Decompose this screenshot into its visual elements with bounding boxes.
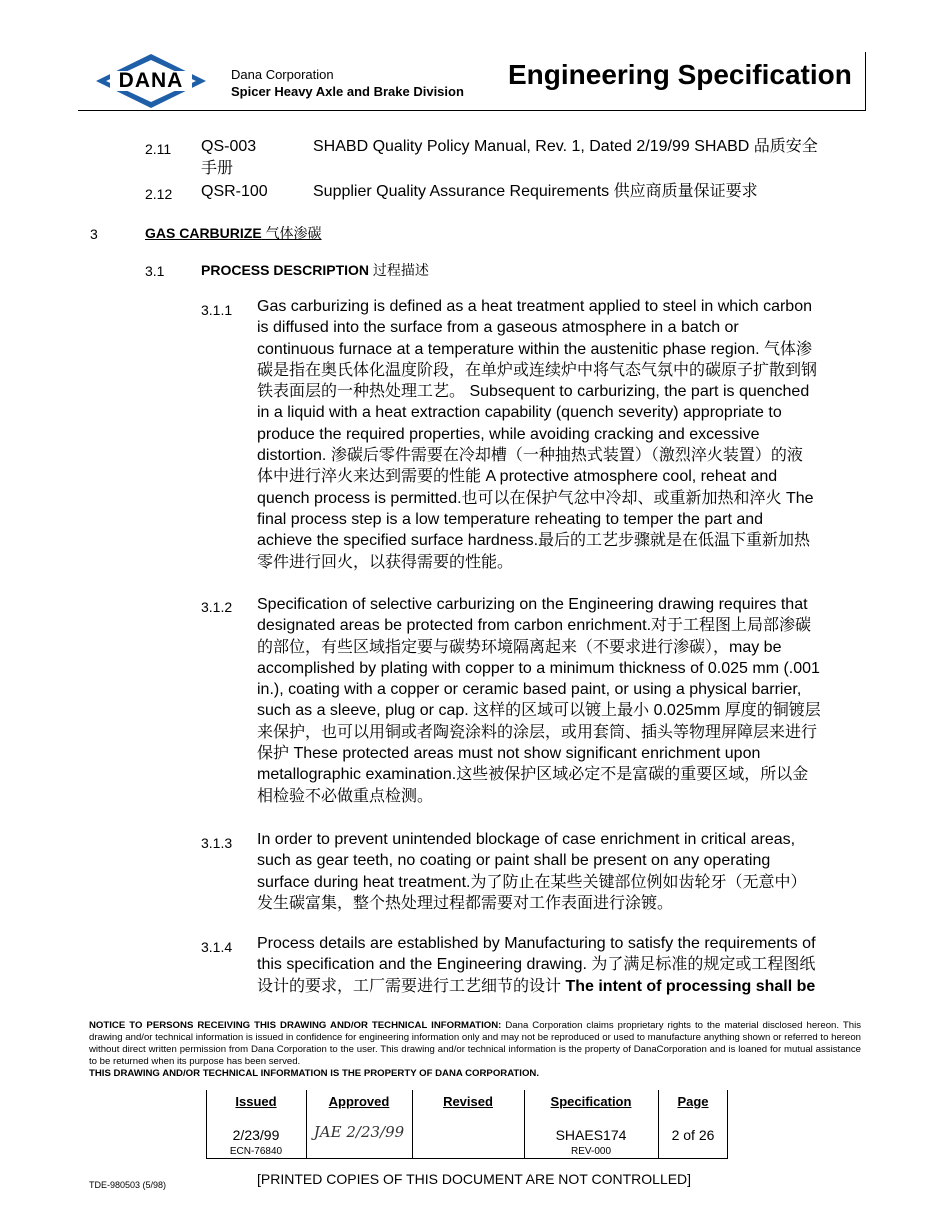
subsection-title-cn: 过程描述 bbox=[372, 262, 429, 278]
header-vertical-rule bbox=[865, 52, 866, 111]
paragraph-3-1-2 bbox=[257, 594, 862, 807]
page-label: Page bbox=[677, 1094, 709, 1109]
table-bottom-line bbox=[206, 1158, 728, 1159]
dana-logo-text: DANA bbox=[118, 69, 184, 92]
paragraph-line: metallographic examination.这些被保护区域必定不是富碳的重要区域，所以金 bbox=[257, 766, 809, 784]
issued-ecn: ECN-76840 bbox=[229, 1146, 283, 1157]
subsection-number: 3.1 bbox=[145, 263, 165, 279]
paragraph-line: In order to prevent unintended blockage of case enrichment in critical areas, bbox=[257, 831, 796, 848]
paragraph-line: 的部位，有些区域指定要与碳势环境隔离起来（不要求进行渗碳），may be bbox=[257, 638, 782, 656]
approved-label: Approved bbox=[328, 1094, 390, 1109]
revision-table bbox=[206, 1090, 728, 1158]
paragraph-number: 3.1.1 bbox=[201, 302, 233, 318]
issued-label: Issued bbox=[235, 1094, 277, 1109]
notice-property: THIS DRAWING AND/OR TECHNICAL INFORMATION IS THE PROPERTY OF DANA CORPORATION. bbox=[89, 1067, 540, 1079]
paragraph-line: 体中进行淬火来达到需要的性能 A protective atmosphere cool, reheat and bbox=[257, 468, 778, 486]
approved-signature: JAE 2/23/99 bbox=[313, 1123, 405, 1141]
issued-column bbox=[206, 1090, 306, 1158]
revised-label: Revised bbox=[443, 1094, 493, 1109]
paragraph-line: Gas carburizing is defined as a heat treatment applied to steel in which carbon bbox=[257, 298, 812, 315]
paragraph-line bbox=[257, 976, 862, 997]
specification-label: Specification bbox=[550, 1094, 632, 1109]
subsection-heading bbox=[201, 261, 429, 279]
header-rule bbox=[78, 110, 866, 111]
paragraph-line: surface during heat treatment.为了防止在某些关键部位例如齿轮牙（无意中） bbox=[257, 873, 807, 891]
paragraph-number: 3.1.3 bbox=[201, 835, 233, 851]
paragraph-line: quench process is permitted.也可以在保护气忿中冷却、或重新加热和淬火 The bbox=[257, 489, 814, 507]
reference-number: 2.11 bbox=[145, 141, 172, 157]
subsection-title: PROCESS DESCRIPTION bbox=[201, 262, 370, 278]
section-title-cn: 气体渗碳 bbox=[265, 225, 322, 241]
dana-logo bbox=[94, 52, 208, 110]
paragraph-line: is diffused into the surface from a gaseous atmosphere in a batch or bbox=[257, 319, 739, 337]
paragraph-line: 铁表面层的一种热处理工艺。 Subsequent to carburizing, the part is quenched bbox=[257, 383, 810, 401]
paragraph-line: 发生碳富集，整个热处理过程都需要对工作表面进行涂镀。 bbox=[257, 894, 674, 912]
paragraph-line: achieve the specified surface hardness.最后的工艺步骤就是在低温下重新加热 bbox=[257, 532, 811, 550]
reference-text: SHABD Quality Policy Manual, Rev. 1, Dated 2/19/99 SHABD 品质安全 bbox=[313, 138, 818, 155]
paragraph-3-1-3 bbox=[257, 829, 862, 914]
paragraph-line: accomplished by plating with copper to a minimum thickness of 0.025 mm (.001 bbox=[257, 659, 820, 677]
paragraph-line: such as a sleeve, plug or cap. 这样的区域可以镀上最小 0.025mm 厚度的铜镀层 bbox=[257, 702, 821, 720]
paragraph-line: designated areas be protected from carbon enrichment.对于工程图上局部渗碳 bbox=[257, 617, 812, 635]
paragraph-number: 3.1.2 bbox=[201, 599, 233, 615]
paragraph-line-text: 设计的要求，工厂需要进行工艺细节的设计 bbox=[257, 977, 562, 995]
paragraph-number: 3.1.4 bbox=[201, 939, 233, 955]
reference-number: 2.12 bbox=[145, 186, 173, 202]
page-column bbox=[658, 1090, 728, 1158]
section-heading bbox=[145, 224, 322, 242]
paragraph-3-1-4 bbox=[257, 933, 862, 997]
paragraph-line: this specification and the Engineering drawing. 为了满足标准的规定或工程图纸 bbox=[257, 956, 816, 974]
approved-column bbox=[306, 1090, 412, 1158]
specification-value: SHAES174 bbox=[555, 1127, 627, 1143]
paragraph-line: final process step is a low temperature reheating to temper the part and bbox=[257, 510, 764, 528]
uncontrolled-notice: [PRINTED COPIES OF THIS DOCUMENT ARE NOT CONTROLLED] bbox=[257, 1171, 692, 1187]
specification-column bbox=[524, 1090, 658, 1158]
paragraph-line: 来保护，也可以用铜或者陶瓷涂料的涂层，或用套筒、插头等物理屏障层来进行 bbox=[257, 723, 818, 741]
paragraph-line: distortion. 渗碳后零件需要在冷却槽（一种抽热式装置）（激烈淬火装置）的液 bbox=[257, 447, 803, 465]
page-value: 2 of 26 bbox=[671, 1127, 715, 1143]
company-name: Dana Corporation bbox=[231, 67, 334, 82]
division-name: Spicer Heavy Axle and Brake Division bbox=[231, 84, 464, 99]
specification-revision: REV-000 bbox=[570, 1146, 612, 1157]
paragraph-3-1-1 bbox=[257, 296, 862, 573]
paragraph-line: continuous furnace at a temperature within the austenitic phase region. 气体渗 bbox=[257, 340, 812, 358]
reference-code: QSR-100 bbox=[201, 183, 268, 200]
paragraph-line: 碳是指在奥氏体化温度阶段，在单炉或连续炉中将气态气氛中的碳原子扩散到钢 bbox=[257, 361, 818, 379]
proprietary-notice bbox=[89, 1020, 861, 1080]
notice-text: Dana Corporation claims proprietary rights to the material disclosed hereon. This drawing and/or technical information is issued in confidence for engineering information only and may not be reproduced or used to manufacture anything shown or referred to hereon without direct written permission from Dana Corporation to the user. This drawing and/or technical information is the property of DanaCorporation and is loaned for mutual assistance to be returned when its purpose has been served. bbox=[89, 1020, 861, 1067]
paragraph-line: 保护 These protected areas must not show significant enrichment upon bbox=[257, 745, 761, 763]
reference-text: Supplier Quality Assurance Requirements 供应商质量保证要求 bbox=[313, 183, 758, 200]
paragraph-line: produce the required properties, while avoiding cracking and excessive bbox=[257, 425, 760, 443]
paragraph-line: 零件进行回火，以获得需要的性能。 bbox=[257, 553, 514, 571]
paragraph-line: Process details are established by Manufacturing to satisfy the requirements of bbox=[257, 935, 816, 952]
paragraph-line: 相检验不必做重点检测。 bbox=[257, 787, 434, 805]
paragraph-line: Specification of selective carburizing on the Engineering drawing requires that bbox=[257, 596, 808, 613]
paragraph-bold-tail: The intent of processing shall be bbox=[565, 977, 816, 995]
form-id: TDE-980503 (5/98) bbox=[89, 1180, 167, 1190]
section-title: GAS CARBURIZE bbox=[145, 225, 262, 241]
notice-label: NOTICE TO PERSONS RECEIVING THIS DRAWING AND/OR TECHNICAL INFORMATION: bbox=[89, 1020, 502, 1031]
issued-value: 2/23/99 bbox=[232, 1127, 280, 1143]
reference-code: QS-003 bbox=[201, 138, 257, 155]
paragraph-line: such as gear teeth, no coating or paint shall be present on any operating bbox=[257, 852, 771, 870]
paragraph-line: in.), coating with a copper or ceramic based paint, or using a physical barrier, bbox=[257, 681, 802, 699]
document-title: Engineering Specification bbox=[508, 59, 852, 90]
revised-column bbox=[412, 1090, 524, 1158]
section-number: 3 bbox=[90, 226, 98, 242]
paragraph-line: in a liquid with a heat extraction capability (quench severity) appropriate to bbox=[257, 404, 782, 422]
reference-text-continued: 手册 bbox=[201, 160, 234, 177]
